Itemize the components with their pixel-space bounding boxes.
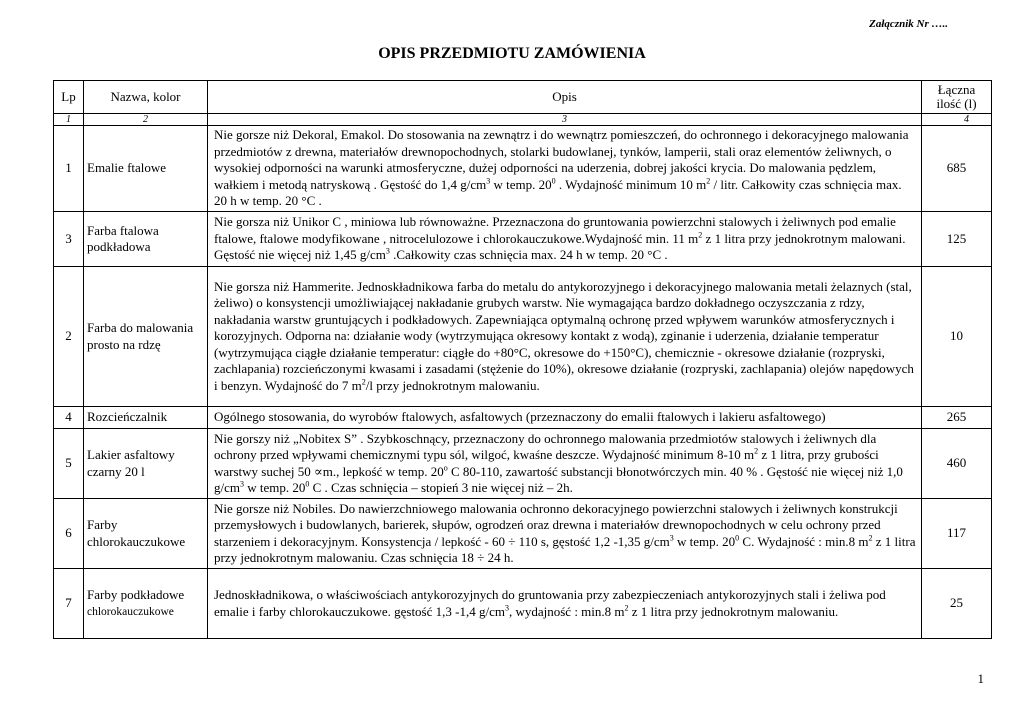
header-qty: Łączna ilość (l) bbox=[922, 81, 992, 114]
row-name: Farby chlorokauczukowe bbox=[84, 499, 208, 569]
row-lp: 2 bbox=[54, 267, 84, 407]
row-name: Farba ftalowa podkładowa bbox=[84, 212, 208, 267]
table-row bbox=[54, 429, 992, 499]
row-name: Farby podkładowe chlorokauczukowe bbox=[84, 569, 208, 639]
colnum-2: 2 bbox=[84, 114, 208, 126]
table-row bbox=[54, 569, 992, 639]
table-row bbox=[54, 407, 992, 429]
row-qty: 685 bbox=[922, 126, 992, 212]
row-lp: 7 bbox=[54, 569, 84, 639]
header-name: Nazwa, kolor bbox=[84, 81, 208, 114]
row-qty: 25 bbox=[922, 569, 992, 639]
row-lp: 4 bbox=[54, 407, 84, 429]
table-row bbox=[54, 267, 992, 407]
annex-label: Załącznik Nr ….. bbox=[869, 18, 948, 30]
table-row bbox=[54, 212, 992, 267]
row-name: Farba do malowania prosto na rdzę bbox=[84, 267, 208, 407]
row-lp: 3 bbox=[54, 212, 84, 267]
row-name: Rozcieńczalnik bbox=[84, 407, 208, 429]
row-qty: 117 bbox=[922, 499, 992, 569]
row-qty: 460 bbox=[922, 429, 992, 499]
row-lp: 1 bbox=[54, 126, 84, 212]
row-description: Nie gorsza niż Hammerite. Jednoskładnikowa farba do metalu do antykorozyjnego i dekoracyjnego malowania metali żelaznych (stal, żeliwo) o konsystencji umożliwiającej nakładanie grubych warstw. Nie wymagająca bardzo dokładnego oczyszczania z rdzy, nakładania warstw gruntujących i podkładowych. Zapewniająca optymalną ochronę przed wpływem warunków atmosferycznych i korozyjnych. Odporna na: działanie wody (wytrzymująca okresowy kontakt z wodą), zginanie i uderzenia, działanie temperatur (wytrzymująca ciągłe działanie temperatur: ciągłe do +80°C, okresowe do +150°C), chemicznie - okresowe działanie (rozpryski, zachlapania) rozcieńczonymi kwasami i zasadami (stężenie do 10%), okresowe działanie (rozpryski, zachlapania) olejów napędowych i benzyn. Wydajność do 7 $m^2/l$ przy jednokrotnym malowaniu. bbox=[208, 267, 922, 407]
row-name: Emalie ftalowe bbox=[84, 126, 208, 212]
table-row bbox=[54, 499, 992, 569]
table-row bbox=[54, 126, 992, 212]
row-qty: 10 bbox=[922, 267, 992, 407]
header-lp: Lp bbox=[54, 81, 84, 114]
row-lp: 6 bbox=[54, 499, 84, 569]
colnum-1: 1 bbox=[54, 114, 84, 126]
row-description: Ogólnego stosowania, do wyrobów ftalowych, asfaltowych (przeznaczony do emalii ftalowych i lakieru asfaltowego) bbox=[208, 407, 922, 429]
row-description: Nie gorszy niż „Nobitex S” . Szybkoschnący, przeznaczony do ochronnego malowania przedmiotów stalowych i żeliwnych dla ochrony przed wpływami chemicznymi typu sól, wilgoć, kwaśne deszcze. Wydajność minimum 8-10 $m^2$ z 1 litra, przy grubości warstwy suchej 50 ∝m., lepkość w temp. 20$^o$ C 80-110, zawartość substancji błonotwórczych min. 40 % . Gęstość nie więcej niż 1,0 $g/cm^3$ w temp. $20^0$ C . Czas schnięcia – stopień 3 nie więcej niż – 2h. bbox=[208, 429, 922, 499]
row-qty: 265 bbox=[922, 407, 992, 429]
table-header-row bbox=[54, 81, 992, 114]
order-table bbox=[53, 80, 992, 639]
row-description: Jednoskładnikowa, o właściwościach antykorozyjnych do gruntowania przy zabezpieczeniach antykorozyjnych stali i żeliwa pod emalie i farby chlorokauczukowe. gęstość 1,3 -1,4 $g/cm^3$, wydajność : min.8 $m^2$ z 1 litra przy jednokrotnym malowaniu. bbox=[208, 569, 922, 639]
row-lp: 5 bbox=[54, 429, 84, 499]
colnum-4: 4 bbox=[922, 114, 992, 126]
row-name: Lakier asfaltowy czarny 20 l bbox=[84, 429, 208, 499]
page-title: OPIS PRZEDMIOTU ZAMÓWIENIA bbox=[378, 45, 646, 62]
column-number-row bbox=[54, 114, 992, 126]
page-number: 1 bbox=[977, 671, 984, 686]
row-description: Nie gorsze niż Nobiles. Do nawierzchniowego malowania ochronno dekoracyjnego powierzchni stalowych i żeliwnych konstrukcji przemysłowych i budowlanych, barierek, słupów, ogrodzeń oraz drewna i materiałów drewnopochodnych w celu ochrony przed starzeniem i dekoracyjnym. Konsystencja / lepkość - 60 ÷ 110 s, gęstość 1,2 -1,35 $g/cm^3$ w temp. $20^0$ C. Wydajność : min.8 $m^2$ z 1 litra przy jednokrotnym malowaniu. Czas schnięcia 18 ÷ 24 h. bbox=[208, 499, 922, 569]
row-description: Nie gorsze niż Dekoral, Emakol. Do stosowania na zewnątrz i do wewnątrz pomieszczeń, do ochronnego i dekoracyjnego malowania przedmiotów z drewna, materiałów drewnopochodnych, stolarki budowlanej, tynków, lamperii, stali oraz elementów żeliwnych, o wysokiej odporności na warunki atmosferyczne, dużej odporności na uderzenia, dobrej jakości krycia. Do malowania pędzlem, wałkiem i metodą natryskową . Gęstość do 1,4 $g/cm^3$ w temp. $20^0$ . Wydajność minimum 10 $m^2$ / litr. Całkowity czas schnięcia max. 20 h w temp. 20 °C . bbox=[208, 126, 922, 212]
colnum-3: 3 bbox=[208, 114, 922, 126]
row-qty: 125 bbox=[922, 212, 992, 267]
header-desc: Opis bbox=[208, 81, 922, 114]
row-description: Nie gorsza niż Unikor C , miniowa lub równoważne. Przeznaczona do gruntowania powierzchni stalowych i żeliwnych pod emalie ftalowe, ftalowe modyfikowane , nitrocelulozowe i chlorokauczukowe.Wydajność min. 11 $m^2$ z 1 litra przy jednokrotnym malowani. Gęstość nie więcej niż 1,45 $g/cm^3$ .Całkowity czas schnięcia max. 24 h w temp. 20 °C . bbox=[208, 212, 922, 267]
